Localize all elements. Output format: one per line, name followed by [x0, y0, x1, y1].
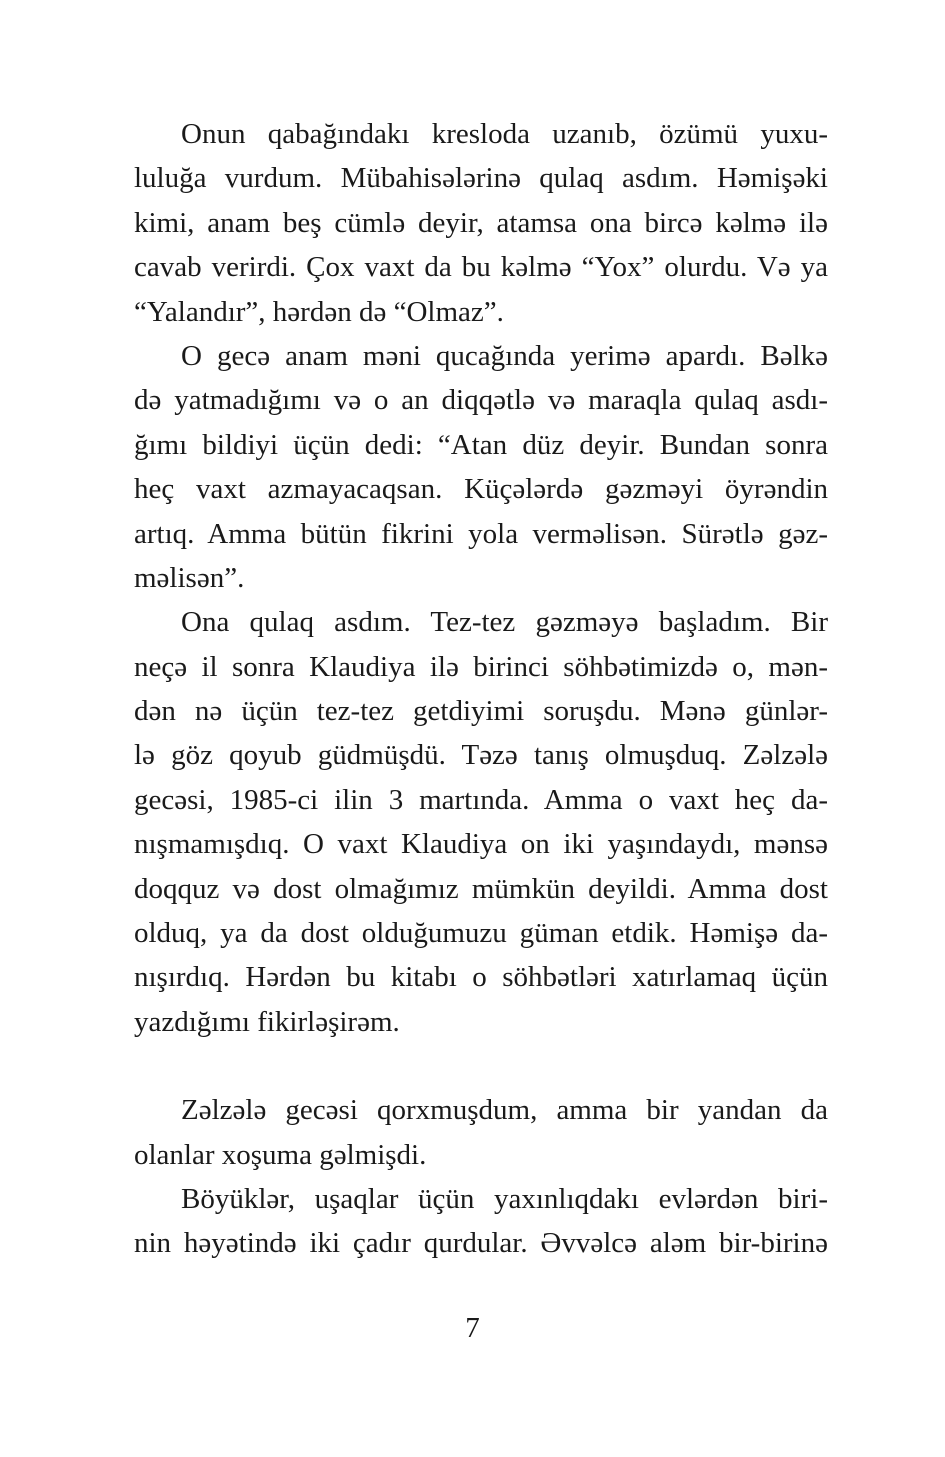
paragraph-2: [134, 334, 828, 600]
text-line: Onun qabağındakı kresloda uzanıb, özümü yuxu-: [181, 118, 828, 150]
text-line: O gecə anam məni qucağında yerimə apardı. Bəlkə: [181, 339, 828, 372]
text-line: dən nə üçün tez-tez getdiyimi soruşdu. Mənə günlər-: [134, 695, 828, 728]
text-line: ğımı bildiyi üçün dedi: “Atan düz deyir. Bundan sonra: [134, 428, 828, 461]
text-line: də yatmadığımı və o an diqqətlə və maraqla qulaq asdı-: [134, 384, 828, 417]
page-number: 7: [465, 1312, 480, 1344]
text-line: olduq, ya da dost olduğumuzu güman etdik. Həmişə da-: [134, 917, 828, 950]
text-line: gecəsi, 1985-ci ilin 3 martında. Amma o vaxt heç da-: [134, 783, 828, 816]
text-line: “Yalandır”, hərdən də “Olmaz”.: [134, 295, 504, 328]
text-line: nışmamışdıq. O vaxt Klaudiya on iki yaşındaydı, mənsə: [134, 828, 828, 861]
paragraph-4: [134, 1088, 828, 1177]
text-line: Ona qulaq asdım. Tez-tez gəzməyə başladım. Bir: [181, 606, 828, 639]
text-line: doqquz və dost olmağımız mümkün deyildi. Amma dost: [134, 872, 828, 905]
text-line: məlisən”.: [134, 561, 245, 594]
text-line: yazdığımı fikirləşirəm.: [134, 1005, 400, 1038]
text-line: heç vaxt azmayacaqsan. Küçələrdə gəzməyi öyrəndin: [134, 473, 828, 506]
paragraph-3: [134, 600, 828, 1044]
text-line: Böyüklər, uşaqlar üçün yaxınlıqdakı evlərdən biri-: [181, 1182, 828, 1215]
paragraph-5: [134, 1177, 828, 1266]
text-line: neçə il sonra Klaudiya ilə birinci söhbətimizdə o, mən-: [134, 650, 828, 683]
text-line: cavab verirdi. Çox vaxt da bu kəlmə “Yox” olurdu. Və ya: [134, 251, 828, 284]
paragraph-1: [134, 112, 828, 334]
text-line: luluğa vurdum. Mübahisələrinə qulaq asdım. Həmişəki: [134, 162, 828, 195]
text-line: kimi, anam beş cümlə deyir, atamsa ona bircə kəlmə ilə: [134, 206, 828, 239]
text-line: artıq. Amma bütün fikrini yola verməlisən. Sürətlə gəz-: [134, 517, 828, 550]
text-line: Zəlzələ gecəsi qorxmuşdum, amma bir yandan da: [181, 1094, 828, 1127]
section-break: [134, 1044, 828, 1088]
text-line: lə göz qoyub güdmüşdü. Təzə tanış olmuşduq. Zəlzələ: [134, 739, 828, 772]
text-line: nışırdıq. Hərdən bu kitabı o söhbətləri xatırlamaq üçün: [134, 961, 828, 994]
page-body: [134, 112, 828, 1266]
text-line: nin həyətində iki çadır qurdular. Əvvəlcə aləm bir-birinə: [134, 1227, 828, 1260]
text-line: olanlar xoşuma gəlmişdi.: [134, 1138, 427, 1171]
